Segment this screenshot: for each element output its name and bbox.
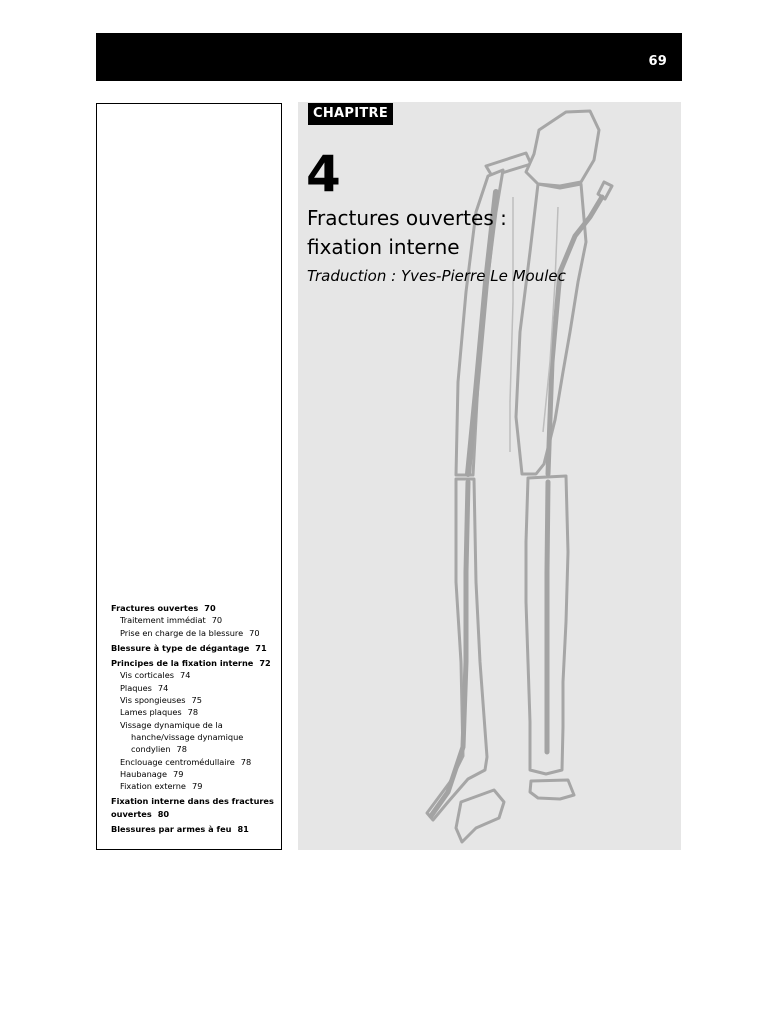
toc-entry[interactable]: Vis spongieuses 75 (120, 695, 202, 706)
chapter-label: CHAPITRE (308, 103, 393, 125)
toc-entry[interactable]: Vis corticales 74 (120, 670, 191, 681)
toc-entry[interactable]: Plaques 74 (120, 682, 169, 693)
chapter-title (307, 204, 507, 262)
chapter-contents-box (96, 103, 282, 850)
toc-entry[interactable]: Vissage dynamique de la hanche/vissage dynamique condylien 78 (120, 719, 244, 755)
chapter-title-line: Fractures ouvertes : (307, 206, 507, 230)
toc-entry[interactable]: Fixation externe 79 (120, 781, 203, 792)
toc-entry[interactable]: Enclouage centromédullaire 78 (120, 756, 252, 767)
toc-entry[interactable]: Traitement immédiat 70 (120, 615, 223, 626)
toc-entry[interactable]: Lames plaques 78 (120, 707, 199, 718)
toc-entry[interactable]: Fixation interne dans des fractures ouvertes 80 (111, 796, 274, 819)
running-header (96, 33, 682, 81)
toc-entry[interactable]: Blessures par armes à feu 81 (111, 824, 249, 835)
toc-entry[interactable]: Principes de la fixation interne 72 (111, 658, 271, 669)
chapter-number: 4 (306, 145, 341, 203)
toc-list (111, 602, 279, 835)
chapter-opener-panel (298, 102, 681, 850)
toc-entry[interactable]: Fractures ouvertes 70 (111, 603, 216, 613)
toc-entry[interactable]: Haubanage 79 (120, 768, 184, 779)
translator-credit: Traduction : Yves-Pierre Le Moulec (307, 267, 566, 285)
toc-entry[interactable]: Prise en charge de la blessure 70 (120, 627, 260, 638)
page-number: 69 (648, 54, 667, 69)
chapter-title-line: fixation interne (307, 235, 460, 259)
toc-entry[interactable]: Blessure à type de dégantage 71 (111, 642, 267, 653)
